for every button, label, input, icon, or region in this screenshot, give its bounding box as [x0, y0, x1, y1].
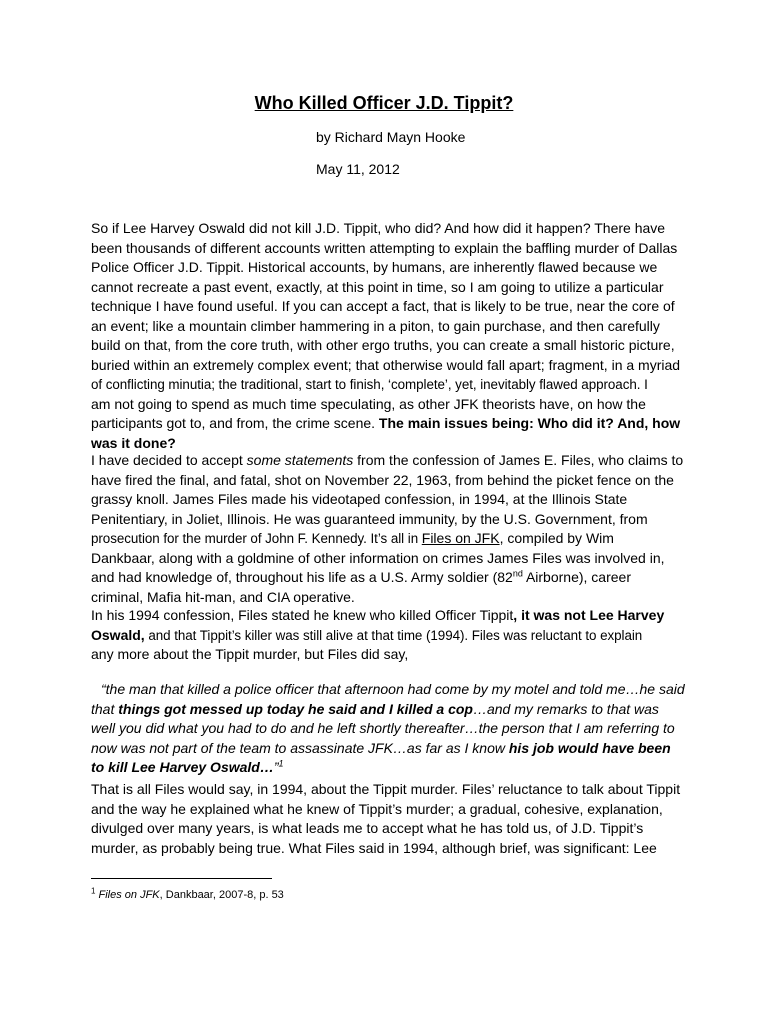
text-line: In his 1994 confession, Files stated he knew who killed Officer Tippit, it was not Lee Harvey — [91, 607, 665, 623]
emphasis-text: to kill Lee Harvey Oswald… — [91, 759, 274, 775]
text-line: have fired the final, and fatal, shot on November 22, 1963, from behind the picket fence on the — [91, 471, 674, 488]
text-line: build on that, from the core truth, with other ergo truths, you can create a small historic picture, — [91, 337, 675, 353]
italic-text: some statements — [246, 452, 354, 468]
text-line: well you did what you had to do and he left shortly thereafter…the person that I am referring to — [91, 720, 675, 736]
paragraph-1994-confession — [91, 606, 691, 665]
text-line: to kill Lee Harvey Oswald…”$^1$ — [91, 758, 284, 775]
files-on-jfk-link[interactable]: Files on JFK — [421, 530, 500, 546]
text-line: an event; like a mountain climber hammering in a piton, to gain purchase, and then carefully — [91, 317, 660, 334]
text-line: grassy knoll. James Files made his videotaped confession, in 1994, at the Illinois State — [91, 491, 628, 507]
emphasis-text: his job would have been — [508, 739, 671, 756]
author-byline: by Richard Mayn Hooke — [316, 129, 466, 145]
paragraph-files-confession — [91, 451, 691, 607]
text-line: prosecution for the murder of John F. Kennedy. It’s all in Files on JFK, compiled by Wim — [91, 530, 614, 546]
text-line: Police Officer J.D. Tippit. Historical accounts, by humans, are inherently flawed because we — [91, 259, 658, 275]
publication-date: May 11, 2012 — [316, 161, 400, 177]
text-line: participants got to, and from, the crime scene. The main issues being: Who did it? And, how — [91, 415, 681, 431]
text-line: So if Lee Harvey Oswald did not kill J.D. Tippit, who did? And how did it happen? There have — [91, 220, 666, 236]
footnote-citation: , Dankbaar, 2007-8, p. 53 — [159, 889, 284, 901]
footnote — [91, 888, 284, 902]
footnote-source-title: Files on JFK — [98, 889, 160, 901]
footnote-number: 1 — [91, 886, 96, 896]
text-line: Oswald, and that Tippit’s killer was still alive at that time (1994). Files was reluctant to explain — [91, 626, 643, 643]
text-line: buried within an extremely complex event; that otherwise would fall apart; fragment, in a myriad — [91, 356, 681, 373]
paragraph-intro — [91, 219, 691, 453]
text-line: now was not part of the team to assassinate JFK…as far as I know his job would have been — [91, 739, 671, 756]
text-line: and the way he explained what he knew of Tippit’s murder; a gradual, cohesive, explanation, — [91, 800, 663, 817]
text-line: that things got messed up today he said and I killed a cop…and my remarks to that was — [91, 700, 659, 717]
text-line: murder, as probably being true. What Files said in 1994, although brief, was significant: Lee — [91, 839, 657, 856]
emphasis-text: was it done? — [91, 434, 176, 451]
text-line: “the man that killed a police officer that afternoon had come by my motel and told me…he said — [101, 681, 685, 697]
emphasis-text: , it was not Lee Harvey — [513, 607, 665, 623]
document-title: Who Killed Officer J.D. Tippit? — [254, 93, 514, 113]
emphasis-text: things got messed up today he said and I killed a cop — [118, 700, 473, 717]
footnote-separator — [91, 878, 272, 879]
text-line: cannot recreate a past event, exactly, at this point in time, so I am going to utilize a particular — [91, 278, 664, 295]
text-line: any more about the Tippit murder, but Files did say, — [91, 646, 409, 662]
emphasis-text: The main issues being: Who did it? And, how — [378, 415, 681, 431]
ordinal-superscript: nd — [512, 568, 523, 579]
emphasis-text: Oswald, — [91, 626, 145, 643]
text-line: That is all Files would say, in 1994, about the Tippit murder. Files’ reluctance to talk about Tippit — [91, 781, 681, 797]
text-line: technique I have found useful. If you can accept a fact, that is likely to be true, near the core of — [91, 298, 675, 314]
paragraph-reluctance — [91, 780, 691, 858]
text-line: am not going to spend as much time speculating, as other JFK theorists have, on how the — [91, 395, 646, 412]
text-line: been thousands of different accounts written attempting to explain the baffling murder of Dallas — [91, 239, 678, 256]
text-line: and had knowledge of, throughout his life as a U.S. Army soldier (82nd Airborne), career — [91, 568, 631, 585]
text-line: divulged over many years, is what leads me to accept what he has told us, of J.D. Tippit’s — [91, 820, 644, 836]
text-line: of conflicting minutia; the traditional, start to finish, ‘complete’, yet, inevitably flawed approach. I — [91, 377, 648, 392]
footnote-reference[interactable]: 1 — [278, 758, 284, 769]
text-line: Penitentiary, in Joliet, Illinois. He was guaranteed immunity, by the U.S. Government, from — [91, 510, 648, 527]
text-line: criminal, Mafia hit-man, and CIA operative. — [91, 588, 355, 605]
text-line: I have decided to accept some statements from the confession of James E. Files, who claims to — [91, 452, 684, 468]
quote-block — [91, 680, 691, 778]
text-line: Dankbaar, along with a goldmine of other information on crimes James Files was involved in, — [91, 549, 665, 566]
